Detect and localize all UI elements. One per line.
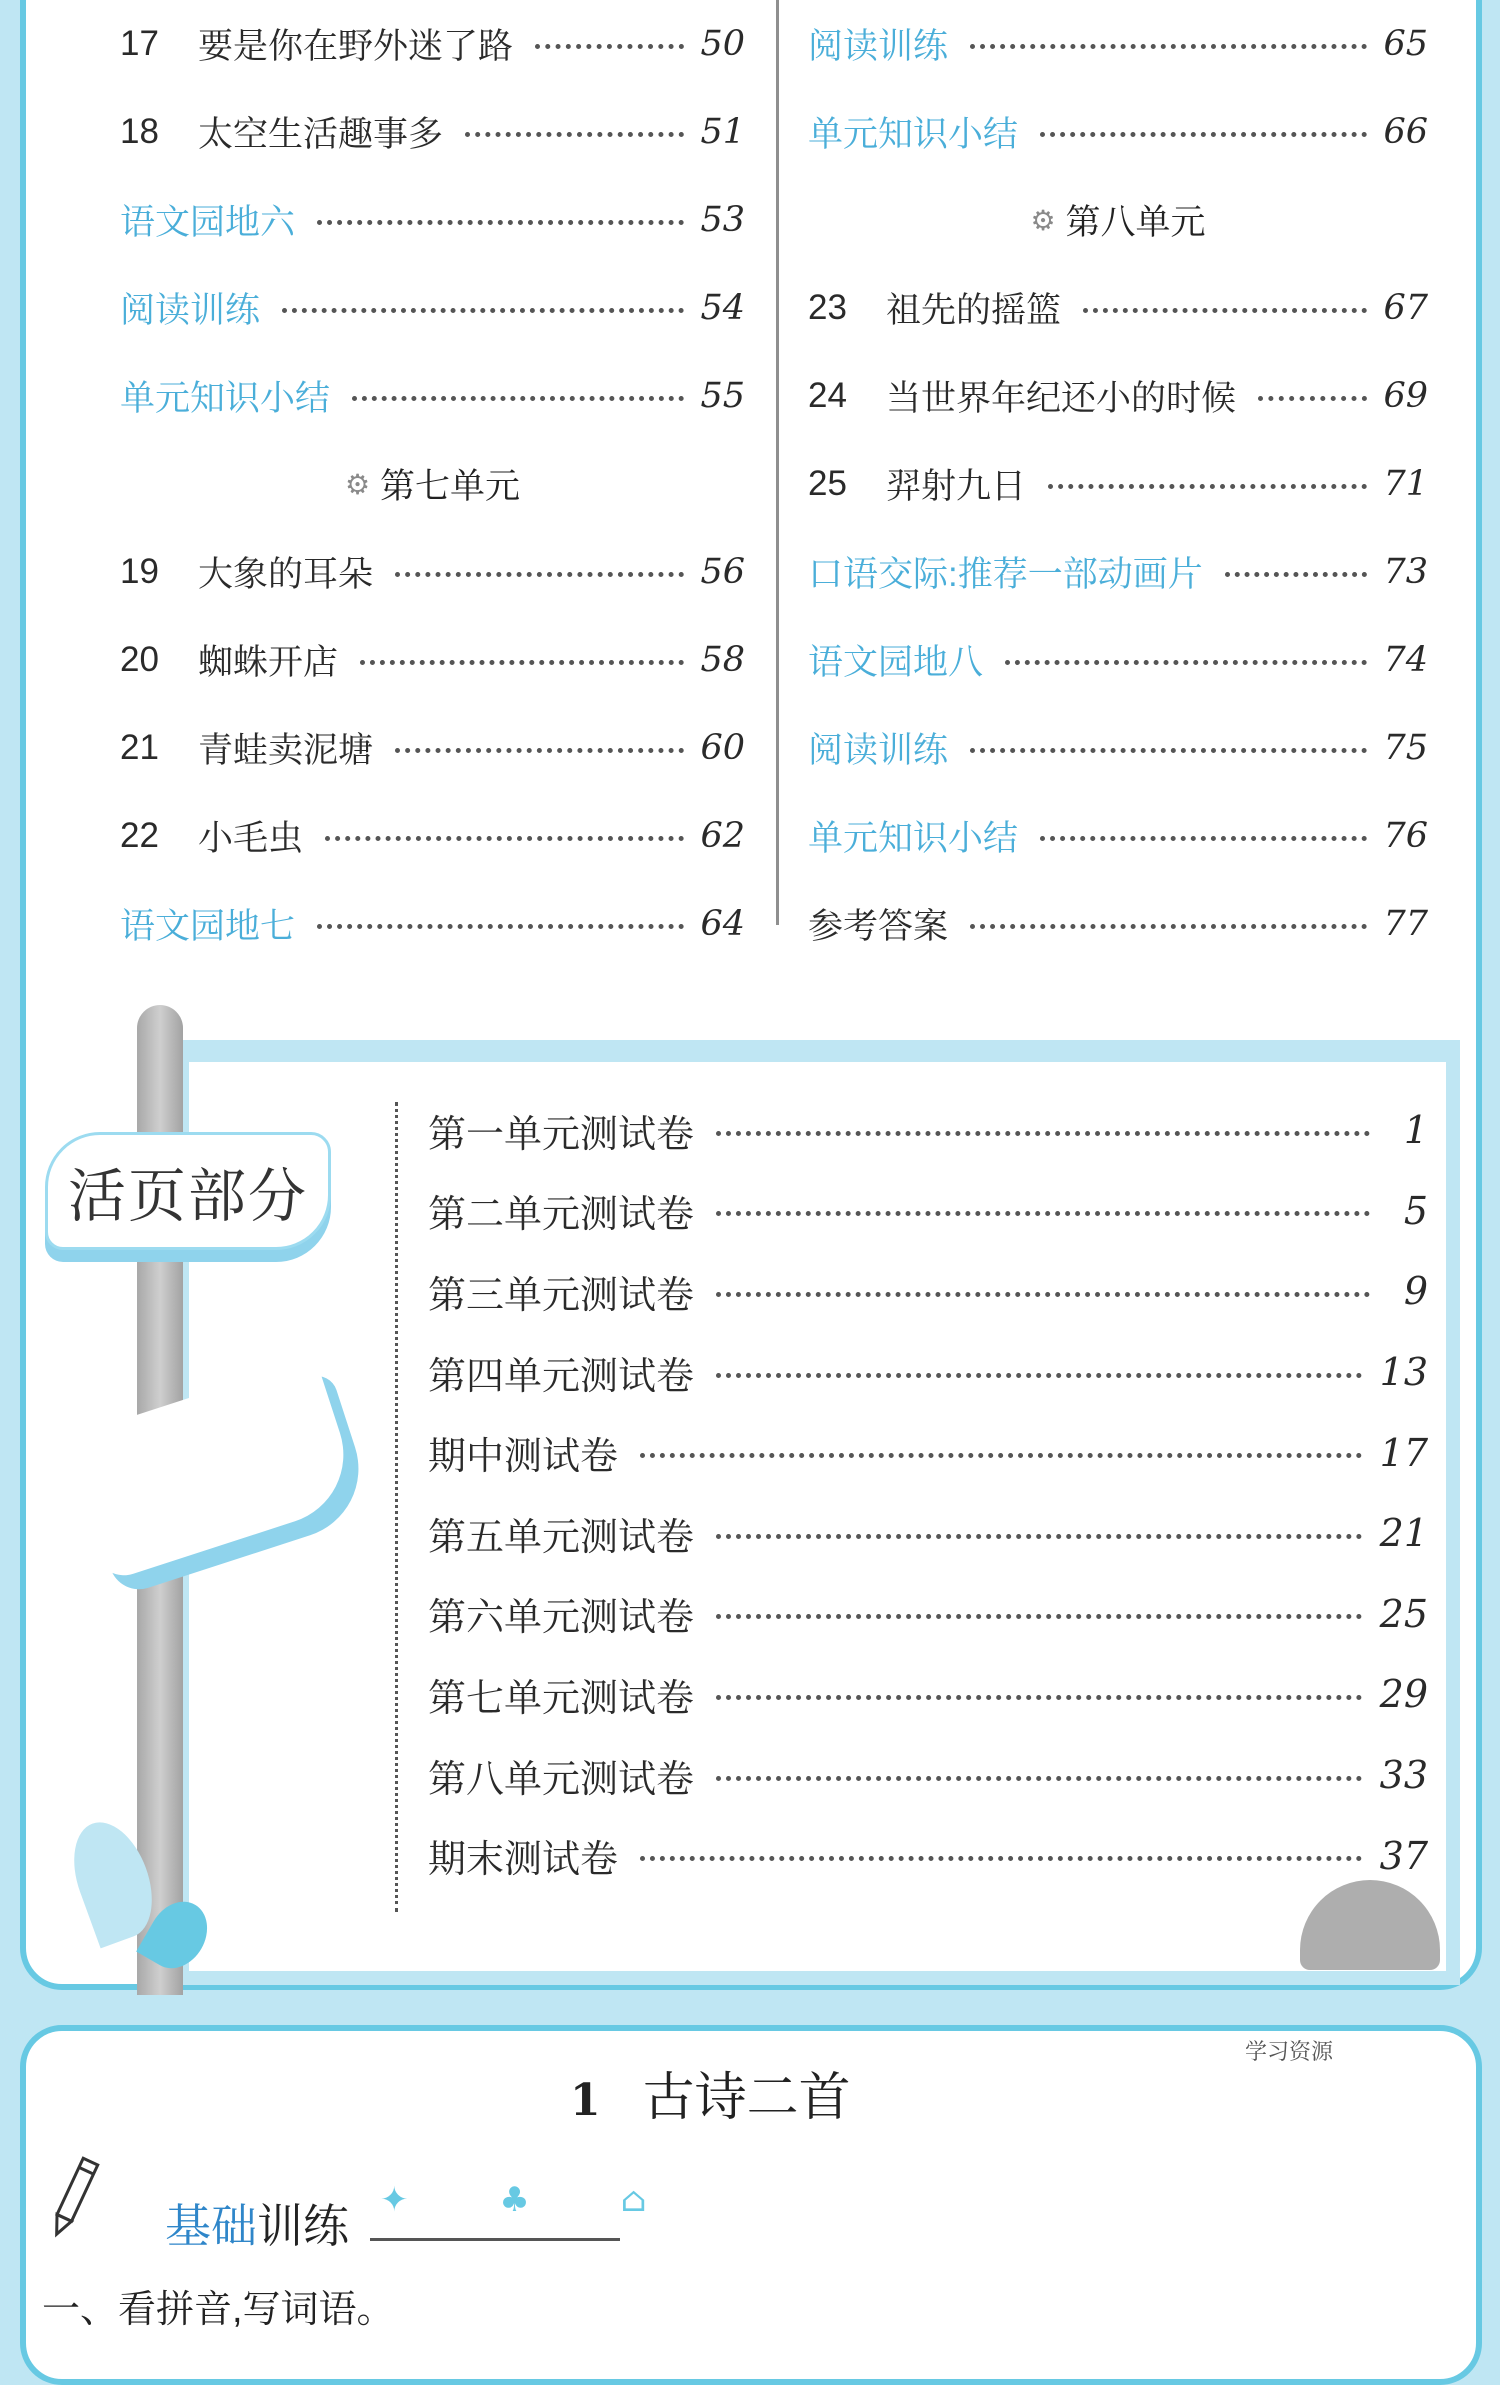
entry-title: 语文园地八 <box>808 643 984 682</box>
page-number: 55 <box>700 376 745 416</box>
page-number: 37 <box>1379 1833 1428 1878</box>
toc-lesson-entry[interactable] <box>808 440 1428 528</box>
lesson-number: 1 <box>570 2075 601 2126</box>
pencil-icon <box>48 2152 100 2242</box>
page-number: 1 <box>1403 1108 1428 1153</box>
leader-dots <box>640 1453 1362 1458</box>
entry-title: 羿射九日 <box>886 467 1027 507</box>
sheet-entry[interactable] <box>428 1332 1428 1413</box>
page-number: 17 <box>1379 1430 1428 1475</box>
leader-dots <box>395 748 684 753</box>
page-number: 56 <box>700 552 745 592</box>
leader-dots <box>1005 660 1367 665</box>
toc-section-entry[interactable] <box>808 0 1428 88</box>
entry-title: 第八单元测试卷 <box>428 1758 695 1801</box>
entry-title: 语文园地七 <box>120 907 296 946</box>
unit-title: 第七单元 <box>380 467 521 506</box>
entry-title: 第五单元测试卷 <box>428 1516 695 1559</box>
entry-title: 口语交际:推荐一部动画片 <box>808 555 1203 594</box>
page-number: 60 <box>700 728 745 768</box>
page-number: 58 <box>700 640 745 680</box>
leader-dots <box>716 1534 1362 1539</box>
lesson-title <box>570 2055 851 2130</box>
sheet-entry[interactable] <box>428 1654 1428 1735</box>
leader-dots <box>716 1695 1362 1700</box>
lesson-number: 19 <box>120 552 159 591</box>
entry-title: 青蛙卖泥塘 <box>198 731 374 771</box>
entry-title: 太空生活趣事多 <box>198 115 444 155</box>
leader-dots <box>535 44 684 49</box>
page-number: 5 <box>1403 1188 1428 1233</box>
entry-title: 小毛虫 <box>198 819 304 859</box>
toc-section-entry[interactable] <box>120 352 745 440</box>
page-number: 29 <box>1379 1672 1428 1717</box>
page-number: 50 <box>700 24 745 64</box>
toc-lesson-entry[interactable] <box>120 0 745 88</box>
question-1: 一、看拼音,写词语。 <box>42 2289 395 2331</box>
leader-dots <box>395 572 684 577</box>
toc-section-entry[interactable] <box>808 88 1428 176</box>
page-number: 64 <box>700 904 745 944</box>
lesson-number: 20 <box>120 640 159 679</box>
gear-icon: ⚙ <box>1030 204 1056 236</box>
sheet-entry[interactable] <box>428 1090 1428 1171</box>
sheet-section-sign <box>45 1132 331 1250</box>
leader-dots <box>465 132 684 137</box>
leader-dots <box>970 44 1367 49</box>
entry-title: 单元知识小结 <box>808 115 1019 154</box>
entry-title: 祖先的摇篮 <box>886 291 1062 331</box>
toc-left-column <box>120 0 745 968</box>
toc-section-entry[interactable] <box>120 176 745 264</box>
toc-right-column <box>808 0 1428 968</box>
entry-title: 语文园地六 <box>120 203 296 242</box>
lesson-title-text: 古诗二首 <box>642 2069 851 2127</box>
page-number: 66 <box>1383 112 1428 152</box>
leader-dots <box>1040 836 1367 841</box>
toc-section-entry[interactable] <box>808 528 1428 616</box>
page-number: 62 <box>700 816 745 856</box>
leader-dots <box>970 924 1367 929</box>
page-number: 67 <box>1383 288 1428 328</box>
decoration-icons: ✦ ♣ ⌂ <box>380 2180 687 2220</box>
sheet-section-label: 活页部分 <box>67 1164 308 1229</box>
lesson-number: 23 <box>808 288 847 327</box>
page-number: 69 <box>1383 376 1428 416</box>
toc-lesson-entry[interactable] <box>120 88 745 176</box>
basic-training-heading <box>165 2190 349 2256</box>
lesson-number: 24 <box>808 376 847 415</box>
lesson-number: 17 <box>120 24 159 63</box>
sheet-list <box>428 1090 1428 1896</box>
leader-dots <box>325 836 684 841</box>
page-number: 21 <box>1379 1511 1428 1556</box>
lesson-number: 22 <box>120 816 159 855</box>
lesson-number: 25 <box>808 464 847 503</box>
leader-dots <box>716 1211 1370 1216</box>
toc-section-entry[interactable] <box>808 704 1428 792</box>
toc-lesson-entry[interactable] <box>808 352 1428 440</box>
heading-underline <box>370 2238 620 2241</box>
page-number: 13 <box>1379 1350 1428 1395</box>
leader-dots <box>970 748 1367 753</box>
page-number: 33 <box>1379 1753 1428 1798</box>
entry-title: 阅读训练 <box>808 731 949 770</box>
gear-icon: ⚙ <box>344 468 371 500</box>
leader-dots <box>282 308 684 313</box>
leader-dots <box>716 1292 1370 1297</box>
sheet-entry[interactable] <box>428 1815 1428 1896</box>
entry-title: 第三单元测试卷 <box>428 1274 695 1317</box>
toc-lesson-entry[interactable] <box>120 704 745 792</box>
page-number: 54 <box>700 288 745 328</box>
page-number: 9 <box>1403 1269 1428 1314</box>
page-number: 25 <box>1379 1591 1428 1636</box>
page-number: 74 <box>1383 640 1428 680</box>
page-number: 65 <box>1383 24 1428 64</box>
leader-dots <box>1258 396 1367 401</box>
unit-title: 第八单元 <box>1065 203 1206 242</box>
entry-title: 期末测试卷 <box>428 1839 619 1882</box>
entry-title: 要是你在野外迷了路 <box>198 27 514 67</box>
leader-dots <box>317 924 684 929</box>
leader-dots <box>716 1373 1362 1378</box>
entry-title: 单元知识小结 <box>808 819 1019 858</box>
page-number: 51 <box>700 112 745 152</box>
sheet-entry[interactable] <box>428 1412 1428 1493</box>
leader-dots <box>716 1776 1362 1781</box>
entry-title: 第七单元测试卷 <box>428 1677 695 1720</box>
page-number: 71 <box>1383 464 1428 504</box>
toc-section-entry[interactable] <box>808 792 1428 880</box>
toc-section-entry[interactable] <box>120 264 745 352</box>
entry-title: 阅读训练 <box>120 291 261 330</box>
lesson-number: 18 <box>120 112 159 151</box>
toc-lesson-entry[interactable] <box>808 264 1428 352</box>
leader-dots <box>1225 572 1368 577</box>
resource-tag: 学习资源 <box>1245 2040 1334 2065</box>
unit-heading[interactable] <box>120 440 745 528</box>
leader-dots <box>1048 484 1367 489</box>
basic-training-b: 训练 <box>257 2200 349 2252</box>
toc-section-entry[interactable] <box>120 880 745 968</box>
leader-dots <box>640 1856 1362 1861</box>
leader-dots <box>716 1131 1370 1136</box>
toc-lesson-entry[interactable] <box>808 880 1428 968</box>
entry-title: 第四单元测试卷 <box>428 1355 695 1398</box>
entry-title: 单元知识小结 <box>120 379 331 418</box>
leader-dots <box>716 1614 1362 1619</box>
page-number: 76 <box>1383 816 1428 856</box>
page-number: 73 <box>1383 552 1428 592</box>
page-number: 77 <box>1383 904 1428 944</box>
entry-title: 大象的耳朵 <box>198 555 374 595</box>
basic-training-a: 基础 <box>165 2200 257 2252</box>
leader-dots <box>1083 308 1367 313</box>
column-divider <box>776 0 779 925</box>
entry-title: 阅读训练 <box>808 27 949 66</box>
toc-lesson-entry[interactable] <box>120 616 745 704</box>
sheet-entry[interactable] <box>428 1574 1428 1655</box>
sheet-entry[interactable] <box>428 1251 1428 1332</box>
entry-title: 参考答案 <box>808 907 949 947</box>
leader-dots <box>352 396 684 401</box>
leader-dots <box>317 220 684 225</box>
sheet-divider <box>395 1102 398 1912</box>
leader-dots <box>360 660 684 665</box>
sheet-entry[interactable] <box>428 1493 1428 1574</box>
entry-title: 第二单元测试卷 <box>428 1194 695 1237</box>
sheet-entry[interactable] <box>428 1171 1428 1252</box>
sheet-entry[interactable] <box>428 1735 1428 1816</box>
entry-title: 第六单元测试卷 <box>428 1597 695 1640</box>
page-number: 75 <box>1383 728 1428 768</box>
entry-title: 蜘蛛开店 <box>198 643 339 683</box>
unit-heading[interactable] <box>808 176 1428 264</box>
lesson-number: 21 <box>120 728 159 767</box>
entry-title: 期中测试卷 <box>428 1436 619 1479</box>
entry-title: 当世界年纪还小的时候 <box>886 379 1237 419</box>
entry-title: 第一单元测试卷 <box>428 1113 695 1156</box>
toc-section-entry[interactable] <box>808 616 1428 704</box>
toc-lesson-entry[interactable] <box>120 792 745 880</box>
leader-dots <box>1040 132 1367 137</box>
toc-lesson-entry[interactable] <box>120 528 745 616</box>
page-number: 53 <box>700 200 745 240</box>
